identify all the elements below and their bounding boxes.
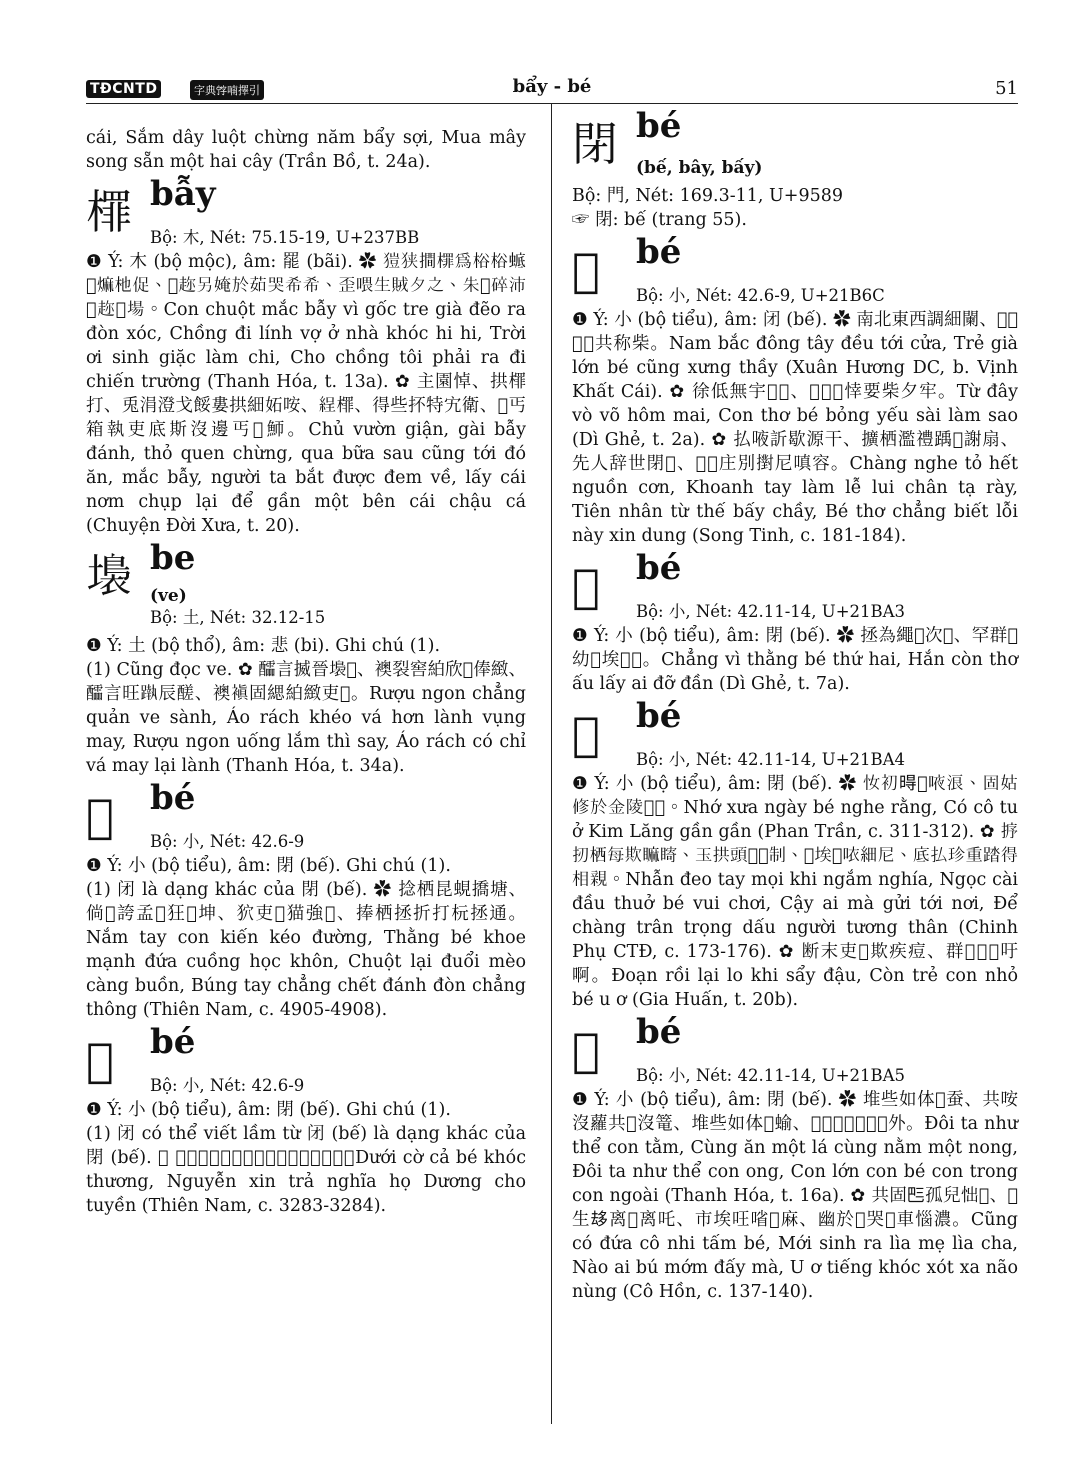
- right-column: [572, 106, 1018, 1304]
- entry-sense: ❶ Ý: 土 (bộ thổ), âm: 悲 (bi). Ghi chú (1).: [86, 636, 441, 656]
- entry-character: 𡮢: [86, 1033, 114, 1087]
- entry-headword: bé: [150, 778, 196, 818]
- entry-be-2: [86, 1022, 526, 1218]
- page-number: 51: [995, 78, 1018, 99]
- entry-headword: bé: [636, 232, 682, 272]
- entry-meta: Bộ: 小, Nét: 42.6-9: [150, 1076, 305, 1095]
- entry-meta: Bộ: 木, Nét: 75.15-19, U+237BB: [150, 228, 420, 247]
- entry-headword: bé: [150, 1022, 196, 1062]
- entry-be-1: [86, 778, 526, 1022]
- entry-character: 閉: [572, 117, 618, 171]
- entry-note: (1) 闭 là dạng khác của 閉 (bế). ✿ 捻栖昆蜆撟塘、倘𡮣誇孟𠀧狂𡥵坤、狖吏𧿆猫強𢣧、捧栖拯折打杬拯通。Nắm tay con kiến kéo đường, Thằng bé khoe mạnh đứa cuồng học khôn, Chuột lại đuổi mèo càng buồn, Búng tay chẳng chết đánh đòn chẳng thông (Thiên Nam, c. 4905-4908).: [86, 880, 526, 1020]
- entry-be-6: [572, 1012, 1018, 1304]
- entry-character: 𡮣: [86, 789, 114, 843]
- page-header: [86, 76, 1018, 102]
- cross-reference: ☞ 閉: bế (trang 55).: [572, 210, 747, 230]
- entry-character: 檌: [86, 185, 132, 239]
- entry-headword: bé: [636, 548, 682, 588]
- entry-be-5: [572, 696, 1018, 1012]
- entry-meta: Bộ: 門, Nét: 169.3-11, U+9589: [572, 186, 843, 206]
- running-title: bẩy - bé: [512, 76, 592, 97]
- left-column: [86, 126, 526, 1218]
- entry-headword: bẫy: [150, 174, 216, 214]
- entry-alt-reading: (bế, bây, bấy): [636, 158, 763, 178]
- entry-sense: ❶ Ý: 木 (bộ mộc), âm: 罷 (bãi). ✿ 𤠲狭𢵧檌為㭲㭲𧍉𢱖𤎎杝促、𧼋趂另㛪於茹哭希希、歪喂生賊夕之、朱𧼋碎沛𠫾趂𢧚場。Con chuột mắc bẫy vì gốc tre già đẽo ra đòn xóc, Chồng đi lính vợ ở nhà khóc hi hi, Trời ơi sinh giặc làm chi, Cho chồng tôi phải ra đi chiến trường (Thanh Hóa, t. 13a). ✿ 主園悼、拱檌打、兎涓澄戈餒婁拱細妬咹、𦀚檌、得些抔特宄衛、𥙩丐箱執吏底斯沒邊丐𠺥魳。Chủ vườn giận, gài bẫy đánh, thỏ quen chừng, qua bữa sau cũng tới đó ăn, mắc bẫy, người ta bắt được đem về, lấy cái nơm chụp lại để gần một bên cái chậu cá (Chuyện Đời Xưa, t. 20).: [86, 252, 526, 536]
- entry-bay: [86, 174, 526, 538]
- entry-headword: bé: [636, 696, 682, 736]
- entry-be-bay-bay: [572, 106, 1018, 232]
- publisher-logo: TĐCNTD: [86, 80, 161, 98]
- entry-character: 𡮵: [572, 1023, 600, 1077]
- entry-character: 𡮳: [572, 559, 600, 613]
- entry-be-3: [572, 232, 1018, 548]
- header-rule: [86, 103, 1018, 104]
- entry-meta: Bộ: 土, Nét: 32.12-15: [150, 608, 326, 627]
- entry-headword: be: [150, 538, 196, 578]
- entry-sense: ❶ Ý: 小 (bộ tiểu), âm: 闭 (bế). ✿ 南北東西調細闌、𥘷𦓅𡮬𡮬共称柴。Nam bắc đông tây đều tới cửa, Trẻ già lớn bé cũng xưng thầy (Xuân Hương DC, b. Vịnh Khất Cái). ✿ 徐低無宇𡀮𡮬、𡮤𡮬𡮬悻要柴夕牢。Từ đây vò võ hôm mai, Con thơ bé bỏng yếu sài làm sao (Dì Ghẻ, t. 2a). ✿ 払㖡訢歇源干、擴栖濫禮踽𨅹謝扇、先人辞世閉𨅹、𡮬𡮬庄別𢷮尼嗔容。Chàng nghe tỏ hết nguồn cơn, Khoanh tay làm lễ lui chân tạ rày, Tiên nhân từ thế bấy chầy, Bé thơ chẳng biết lỗi này xin dung (Song Tinh, c. 181-184).: [572, 310, 1018, 546]
- entry-note: (1) 闭 có thể viết lầm từ 闭 (bế) là dạng khác của 閉 (bế). ✿ 𠁀旗奇𡮢哭傷、願嗔把姜户楊朱全。Dưới cờ cả bé khóc thương, Nguyễn xin trả nghĩa họ Dương cho tuyền (Thiên Nam, c. 3283-3284).: [86, 1124, 526, 1216]
- entry-sense: ❶ Ý: 小 (bộ tiểu), âm: 閉 (bế). Ghi chú (1).: [86, 856, 451, 876]
- entry-note: (1) Cũng đọc ve. ✿ 醽言揻晉𡑩𡍢、襖裂窖絈欣𨨧俸緻、醽言旺𨄴辰醝、襖𧜖固緦絈緻吏𨨧。Rượu ngon chẳng quản ve sành, Áo rách khéo vá hơn lành vụng may, Rượu ngon uống lắm thì say, Áo rách có chỉ vá may lại lành (Thanh Hóa, t. 34a).: [86, 660, 526, 776]
- entry-meta: Bộ: 小, Nét: 42.11-14, U+21BA5: [636, 1066, 906, 1085]
- entry-character: 𡑩: [86, 549, 132, 603]
- entry-be-4: [572, 548, 1018, 696]
- entry-character: 𡮴: [572, 707, 600, 761]
- dictionary-logo: 字典𡨸喃擇引: [190, 80, 264, 100]
- entry-meta: Bộ: 小, Nét: 42.11-14, U+21BA4: [636, 750, 906, 769]
- entry-character: 𡮬: [572, 243, 600, 297]
- entry-headword: bé: [636, 1012, 682, 1052]
- entry-sense: ❶ Ý: 小 (bộ tiểu), âm: 閉 (bế). ✿ 堆些如体𡮤蚕、共咹沒蘿共𦣰沒篭、堆些如体𡮤蝓、𡮤𡮴𡮤𡮵𡮤𨖲𡮤外。Đôi ta như thể con tằm, Cùng ăn một lá cùng nằm một nong, Đôi ta như thể con ong, Con lớn con bé con trong con ngoài (Thanh Hóa, t. 16a). ✿ 共固𠀧孤兒㤕𡮵、𧵑生𠫾离𡞕离吒、市埃㕵㗂𣌒麻、幽於𠰉哭𢚸車惱濃。Cũng có đứa cô nhi tấm bé, Mới sinh ra lìa mẹ lìa cha, Nào ai bú mớm đấy mà, U ơ tiếng khóc xót xa não nùng (Cô Hồn, c. 137-140).: [572, 1090, 1018, 1302]
- entry-headword: bé: [636, 106, 682, 146]
- entry-sense: ❶ Ý: 小 (bộ tiểu), âm: 閉 (bế). ✿ 𢖵初𣈜𡮴㖡浪、固姑修於金陵𣈙𣈙。Nhớ xưa ngày bé nghe rằng, Có cô tu ở Kim Lăng gần gần (Phan Trần, c. 311-312). ✿ 𢭸扨栖每欺𥊚𥊘、玉拱頭𡮴𢧚制、𢹣埃𪡇𠲖細尼、底払珍重踏得相親。Nhẫn đeo tay mọi khi ngắm nghía, Ngọc cài đầu thuở bé vui chơi, Cậy ai mà gửi tới nơi, Để chàng trân trọng dấu người tương thân (Chinh Phụ CTĐ, c. 173-176). ✿ 断末吏𢘾欺疾痘、群𥘷𡮤𡮴吁啊。Đoạn rồi lại lo khi sẩy đậu, Còn trẻ con nhỏ bé u ơ (Gia Huấn, t. 20b).: [572, 774, 1018, 1010]
- entry-meta: Bộ: 小, Nét: 42.6-9, U+21B6C: [636, 286, 885, 305]
- entry-sense: ❶ Ý: 小 (bộ tiểu), âm: 閉 (bế). Ghi chú (1).: [86, 1100, 451, 1120]
- entry-sense: ❶ Ý: 小 (bộ tiểu), âm: 閉 (bế). ✿ 拯為繩𡮳次𠄩、罕群𡮤幼𥙩埃𠁀𦣰。Chẳng vì thằng bé thứ hai, Hắn còn thơ ấu lấy ai đỡ đần (Dì Ghẻ, t. 7a).: [572, 626, 1018, 694]
- entry-meta: Bộ: 小, Nét: 42.11-14, U+21BA3: [636, 602, 906, 621]
- continuation-text: cái, Sắm dây luột chừng năm bẩy sợi, Mua mây song sẵn một hai cây (Trần Bồ, t. 24a).: [86, 128, 526, 172]
- entry-alt-reading: (ve): [150, 586, 187, 606]
- entry-meta: Bộ: 小, Nét: 42.6-9: [150, 832, 305, 851]
- entry-be-ve: [86, 538, 526, 778]
- column-divider: [551, 104, 552, 1424]
